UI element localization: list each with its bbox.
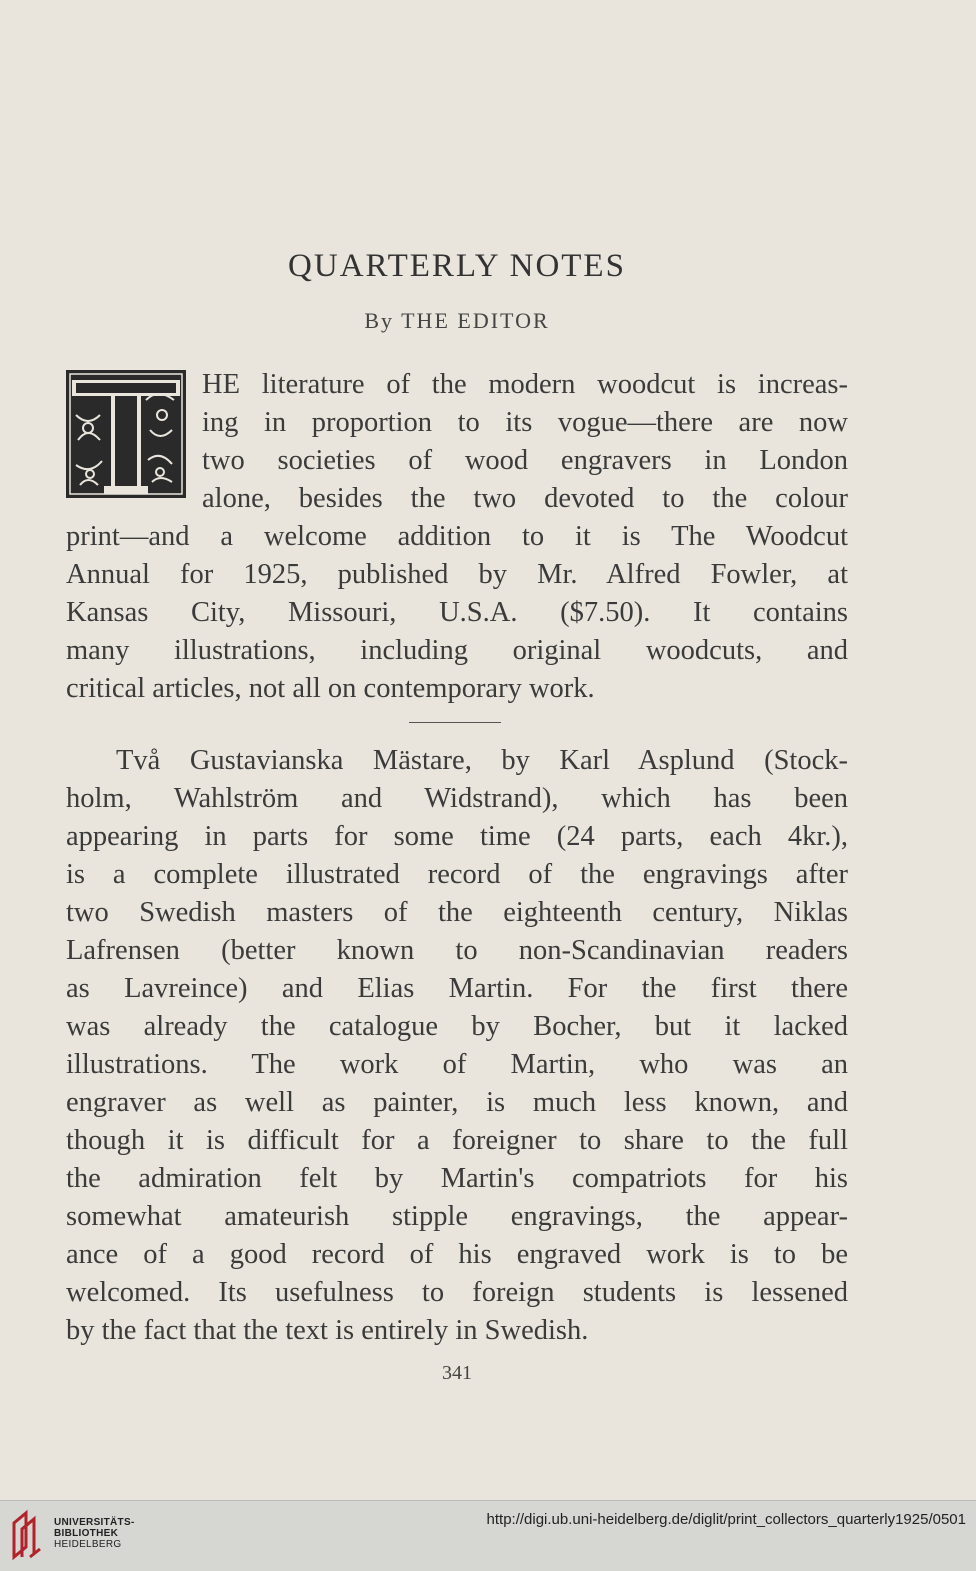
text-line: though it is difficult for a foreigner to share to the full: [66, 1125, 848, 1156]
paragraph-woodcut-literature: [66, 366, 848, 708]
text-line: many illustrations, including original woodcuts, and: [66, 635, 848, 666]
text-line: ing in proportion to its vogue—there are now: [202, 407, 848, 438]
article-byline: By THE EDITOR: [364, 308, 550, 333]
text-line: is a complete illustrated record of the engravings after: [66, 859, 848, 890]
text-line: Kansas City, Missouri, U.S.A. ($7.50). It contains: [66, 597, 848, 628]
text-line: Annual for 1925, published by Mr. Alfred Fowler, at: [66, 559, 848, 590]
section-divider: [409, 722, 501, 723]
text-line: holm, Wahlström and Widstrand), which has been: [66, 783, 848, 814]
text-line: print—and a welcome addition to it is The Woodcut: [66, 521, 848, 552]
permalink-url[interactable]: http://digi.ub.uni-heidelberg.de/diglit/print_collectors_quarterly1925/0501: [486, 1511, 966, 1528]
text-line: engraver as well as painter, is much less known, and: [66, 1087, 848, 1118]
digitization-footer: [0, 1500, 976, 1571]
library-name-line: UNIVERSITÄTS-: [54, 1517, 135, 1528]
article-title: QUARTERLY NOTES: [288, 248, 626, 284]
library-name-line: HEIDELBERG: [54, 1539, 122, 1550]
page-number: 341: [442, 1362, 472, 1384]
text-line: Lafrensen (better known to non-Scandinavian readers: [66, 935, 848, 966]
text-line: the admiration felt by Martin's compatriots for his: [66, 1163, 848, 1194]
text-line: illustrations. The work of Martin, who was an: [66, 1049, 848, 1080]
text-line: appearing in parts for some time (24 parts, each 4kr.),: [66, 821, 848, 852]
text-line: welcomed. Its usefulness to foreign students is lessened: [66, 1277, 848, 1308]
text-line: critical articles, not all on contemporary work.: [66, 673, 595, 704]
text-line: ance of a good record of his engraved work is to be: [66, 1239, 848, 1270]
text-line: two Swedish masters of the eighteenth century, Niklas: [66, 897, 848, 928]
text-line: by the fact that the text is entirely in Swedish.: [66, 1315, 589, 1346]
text-line: was already the catalogue by Bocher, but it lacked: [66, 1011, 848, 1042]
text-line: alone, besides the two devoted to the colour: [202, 483, 848, 514]
text-line: two societies of wood engravers in London: [202, 445, 848, 476]
text-line: somewhat amateurish stipple engravings, the appear-: [66, 1201, 848, 1232]
library-name-line: BIBLIOTHEK: [54, 1528, 119, 1539]
library-logo-icon: [10, 1509, 44, 1561]
paragraph-swedish-masters: [66, 742, 848, 1350]
text-line: Två Gustavianska Mästare, by Karl Asplund (Stock-: [116, 745, 848, 776]
text-line: as Lavreince) and Elias Martin. For the first there: [66, 973, 848, 1004]
text-line: HE literature of the modern woodcut is increas-: [202, 369, 848, 400]
library-name: [54, 1517, 135, 1550]
